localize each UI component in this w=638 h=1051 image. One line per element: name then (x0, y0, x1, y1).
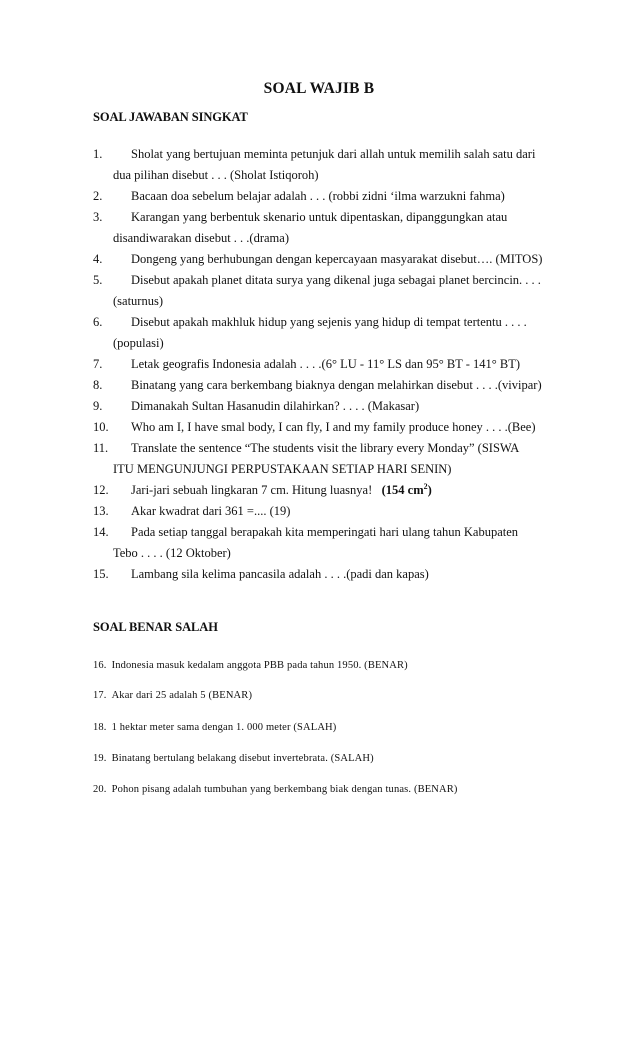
item-text: Binatang bertulang belakang disebut invertebrata. (SALAH) (111, 753, 374, 764)
question-text: Karangan yang berbentuk skenario untuk dipentaskan, dipanggungkan atau (131, 210, 508, 224)
question-continuation: (populasi) (113, 336, 164, 350)
superscript: 2 (423, 481, 428, 491)
tf-item-17 (93, 690, 252, 701)
question-text: Disebut apakah planet ditata surya yang dikenal juga sebagai planet bercincin. . . . (131, 273, 541, 287)
question-continuation: ITU MENGUNJUNGI PERPUSTAKAAN SETIAP HARI SENIN) (113, 462, 452, 476)
tf-item-19 (93, 753, 374, 764)
item-number: 19. (93, 753, 107, 764)
question-number: 8. (93, 378, 103, 392)
question-number: 6. (93, 315, 103, 329)
tf-item-16 (93, 660, 408, 671)
section-heading-true-false: SOAL BENAR SALAH (93, 620, 218, 634)
question-text: Lambang sila kelima pancasila adalah . . . .(padi dan kapas) (131, 567, 429, 581)
section-heading-short-answer: SOAL JAWABAN SINGKAT (93, 110, 248, 124)
question-continuation: dua pilihan disebut . . . (Sholat Istiqoroh) (113, 168, 319, 182)
question-text: Dimanakah Sultan Hasanudin dilahirkan? . . . . (Makasar) (131, 399, 420, 413)
question-text: Disebut apakah makhluk hidup yang sejenis yang hidup di tempat tertentu . . . . (131, 315, 527, 329)
question-text: Translate the sentence “The students visit the library every Monday” (SISWA (131, 441, 520, 455)
question-text: Dongeng yang berhubungan dengan kepercayaan masyarakat disebut…. (MITOS) (131, 252, 543, 266)
item-number: 16. (93, 660, 107, 671)
question-number: 2. (93, 189, 103, 203)
item-number: 17. (93, 690, 107, 701)
question-continuation: Tebo . . . . (12 Oktober) (113, 546, 231, 560)
question-text: Sholat yang bertujuan meminta petunjuk dari allah untuk memilih salah satu dari (131, 147, 536, 161)
tf-item-18 (93, 722, 336, 733)
question-continuation: disandiwarakan disebut . . .(drama) (113, 231, 289, 245)
question-number: 3. (93, 210, 103, 224)
question-text: Who am I, I have smal body, I can fly, I and my family produce honey . . . .(Bee) (131, 420, 536, 434)
question-text (131, 482, 432, 498)
question-number: 12. (93, 483, 109, 497)
item-text: Akar dari 25 adalah 5 (BENAR) (111, 690, 253, 701)
question-number: 11. (93, 441, 109, 455)
item-text: Pohon pisang adalah tumbuhan yang berkembang biak dengan tunas. (BENAR) (111, 784, 458, 795)
question-body: Jari-jari sebuah lingkaran 7 cm. Hitung luasnya! (131, 483, 373, 497)
question-text: Bacaan doa sebelum belajar adalah . . . (robbi zidni ‘ilma warzukni fahma) (131, 189, 505, 203)
question-number: 7. (93, 357, 103, 371)
question-text: Letak geografis Indonesia adalah . . . .(6° LU - 11° LS dan 95° BT - 141° BT) (131, 357, 521, 371)
question-number: 5. (93, 273, 103, 287)
question-number: 14. (93, 525, 109, 539)
item-text: 1 hektar meter sama dengan 1. 000 meter (SALAH) (111, 722, 337, 733)
question-number: 15. (93, 567, 109, 581)
question-text: Pada setiap tanggal berapakah kita memperingati hari ulang tahun Kabupaten (131, 525, 519, 539)
question-text: Binatang yang cara berkembang biaknya dengan melahirkan disebut . . . .(vivipar) (131, 378, 542, 392)
page-title: SOAL WAJIB B (263, 80, 375, 97)
question-continuation: (saturnus) (113, 294, 163, 308)
question-number: 9. (93, 399, 103, 413)
question-number: 13. (93, 504, 109, 518)
tf-item-20 (93, 784, 458, 795)
question-number: 4. (93, 252, 103, 266)
question-text: Akar kwadrat dari 361 =.... (19) (131, 504, 291, 518)
question-number: 10. (93, 420, 109, 434)
question-answer: (154 $cm^2$) (381, 481, 432, 497)
item-number: 20. (93, 784, 107, 795)
question-number: 1. (93, 147, 103, 161)
item-number: 18. (93, 722, 107, 733)
item-text: Indonesia masuk kedalam anggota PBB pada tahun 1950. (BENAR) (111, 660, 408, 671)
